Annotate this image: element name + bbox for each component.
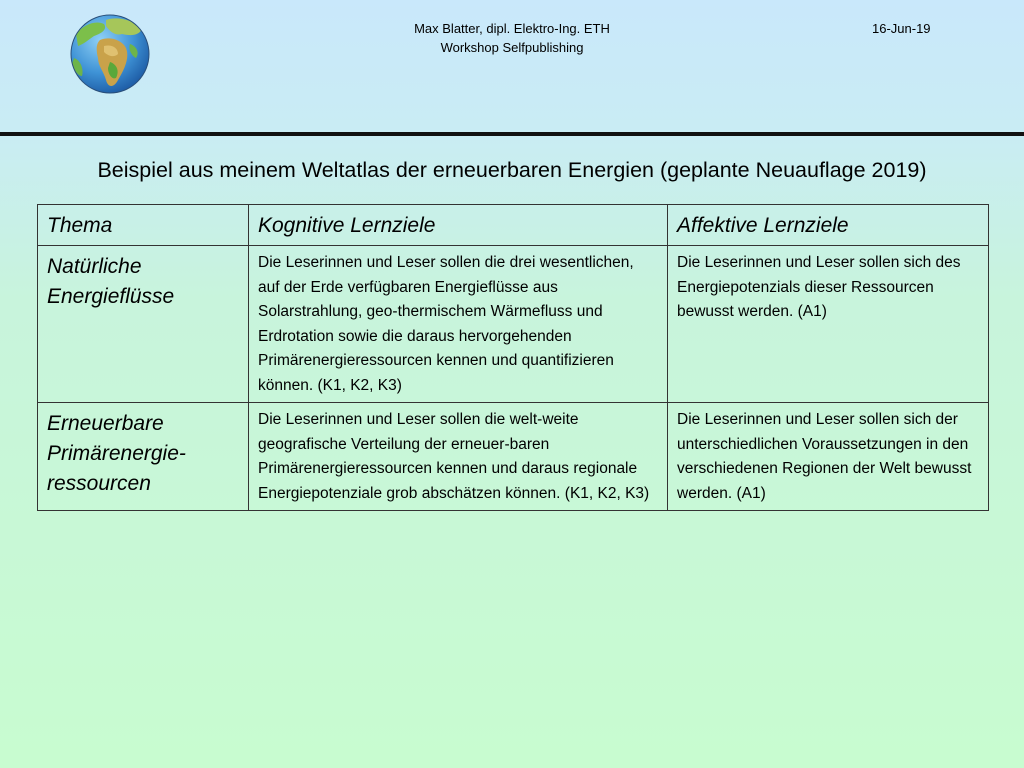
column-header-affective: Affektive Lernziele <box>668 205 989 246</box>
header-date: 16-Jun-19 <box>872 21 931 36</box>
cognitive-goal-cell: Die Leserinnen und Leser sollen die drei wesentlichen, auf der Erde verfügbaren Energieflüsse aus Solarstrahlung, geo-thermischem Wärmefluss und Erdrotation sowie die daraus hervorgehenden Primärenergieressourcen kennen und quantifizieren können. (K1, K2, K3) <box>249 246 668 403</box>
topic-cell: Natürliche Energieflüsse <box>38 246 249 403</box>
table-header-row <box>38 205 989 246</box>
globe-icon <box>70 14 150 94</box>
slide-title: Beispiel aus meinem Weltatlas der erneuerbaren Energien (geplante Neuauflage 2019) <box>97 158 927 182</box>
header-info <box>312 19 712 57</box>
event-line: Workshop Selfpublishing <box>440 40 584 55</box>
author-line: Max Blatter, dipl. Elektro-Ing. ETH <box>414 21 610 36</box>
affective-goal-cell: Die Leserinnen und Leser sollen sich der unterschiedlichen Voraussetzungen in den verschiedenen Regionen der Welt bewusst werden. (A1) <box>668 403 989 511</box>
header-divider <box>0 132 1024 136</box>
affective-goal-cell: Die Leserinnen und Leser sollen sich des Energiepotenzials dieser Ressourcen bewusst werden. (A1) <box>668 246 989 403</box>
topic-cell: Erneuerbare Primärenergie-ressourcen <box>38 403 249 511</box>
column-header-cognitive: Kognitive Lernziele <box>249 205 668 246</box>
column-header-topic: Thema <box>38 205 249 246</box>
table-row <box>38 403 989 511</box>
learning-goals-table <box>37 204 989 511</box>
table-row <box>38 246 989 403</box>
cognitive-goal-cell: Die Leserinnen und Leser sollen die welt-weite geografische Verteilung der erneuer-baren Primärenergieressourcen kennen und daraus regionale Energiepotenziale grob abschätzen können. (K1, K2, K3) <box>249 403 668 511</box>
